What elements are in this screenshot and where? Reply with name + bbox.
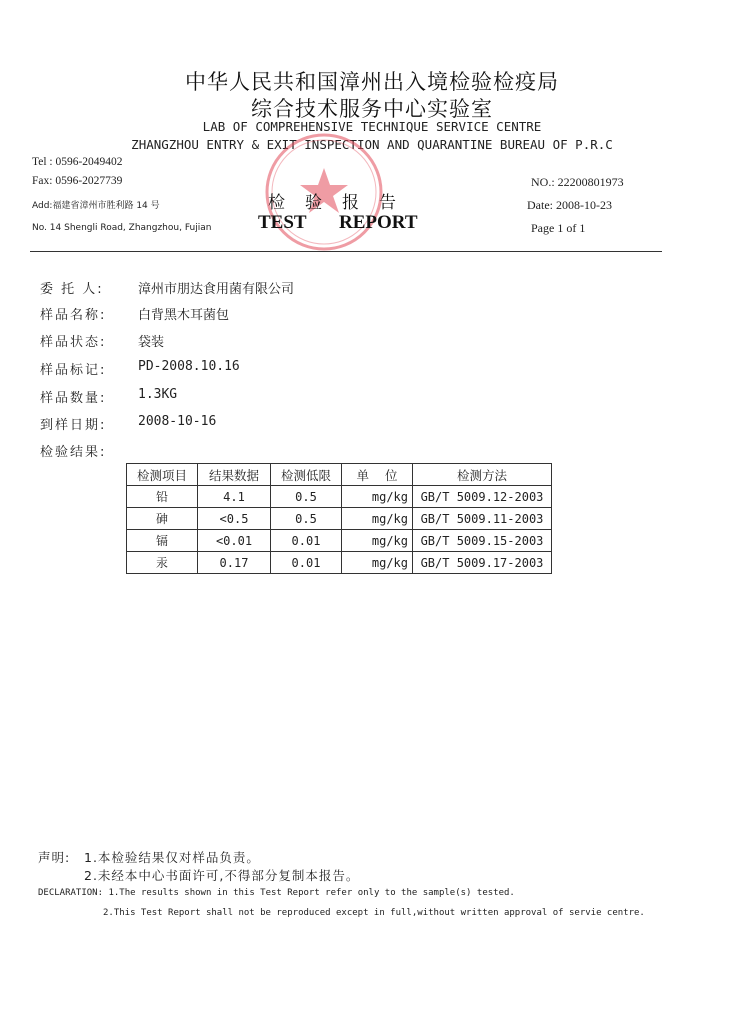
- org-title-cn: 中华人民共和国漳州出入境检验检疫局: [185, 70, 559, 94]
- report-number: NO.: 22200801973: [531, 175, 624, 189]
- declaration-cn-2: 2.未经本中心书面许可,不得部分复制本报告。: [84, 868, 360, 883]
- cell-item: 镉: [127, 530, 198, 552]
- cell-method: GB/T 5009.15-2003: [413, 530, 552, 552]
- tel-text: Tel : 0596-2049402: [32, 156, 123, 168]
- field-value-sample-qty: 1.3KG: [138, 387, 178, 402]
- field-value-sample-mark: PD-2008.10.16: [138, 359, 240, 374]
- cell-result: <0.01: [198, 530, 271, 552]
- field-label-sample-qty: 样品数量:: [40, 391, 107, 406]
- table-row: [127, 508, 552, 530]
- cell-method: GB/T 5009.17-2003: [413, 552, 552, 574]
- cell-limit: 0.01: [271, 530, 342, 552]
- cell-unit: mg/kg: [342, 552, 413, 574]
- field-value-arrival-date: 2008-10-16: [138, 414, 217, 429]
- report-title-cn: 检验报告: [268, 193, 416, 213]
- org-title-en-2: ZHANGZHOU ENTRY & EXIT INSPECTION AND QUARANTINE BUREAU OF P.R.C: [131, 137, 613, 152]
- table-header-row: [127, 464, 552, 486]
- table-row: [127, 486, 552, 508]
- col-header-method: 检测方法: [413, 464, 552, 486]
- page-indicator: Page 1 of 1: [531, 221, 586, 235]
- results-label: 检验结果:: [40, 445, 107, 460]
- col-header-limit: 检测低限: [271, 464, 342, 486]
- declaration-cn-1: 1.本检验结果仅对样品负责。: [84, 850, 260, 865]
- cell-result: 0.17: [198, 552, 271, 574]
- cell-item: 砷: [127, 508, 198, 530]
- field-label-sample-name: 样品名称:: [40, 308, 107, 323]
- field-value-sample-name: 白背黑木耳菌包: [138, 308, 230, 323]
- declaration-en-1: DECLARATION: 1.The results shown in this Test Report refer only to the sample(s) tested.: [38, 888, 515, 898]
- cell-method: GB/T 5009.11-2003: [413, 508, 552, 530]
- cell-method: GB/T 5009.12-2003: [413, 486, 552, 508]
- report-date: Date: 2008-10-23: [527, 198, 612, 212]
- cell-result: 4.1: [198, 486, 271, 508]
- declaration-label-cn: 声明:: [38, 850, 71, 865]
- field-value-sample-state: 袋装: [138, 335, 165, 350]
- field-label-client: 委 托 人:: [40, 282, 104, 297]
- address-en: No. 14 Shengli Road, Zhangzhou, Fujian: [32, 223, 212, 233]
- field-value-client: 漳州市朋达食用菌有限公司: [138, 282, 295, 297]
- col-header-result: 结果数据: [198, 464, 271, 486]
- report-title-en: TEST REPORT: [258, 212, 418, 233]
- org-title-en-1: LAB OF COMPREHENSIVE TECHNIQUE SERVICE CENTRE: [202, 119, 542, 134]
- cell-item: 铅: [127, 486, 198, 508]
- cell-limit: 0.5: [271, 508, 342, 530]
- cell-limit: 0.01: [271, 552, 342, 574]
- cell-limit: 0.5: [271, 486, 342, 508]
- table-row: [127, 530, 552, 552]
- cell-result: <0.5: [198, 508, 271, 530]
- field-label-arrival-date: 到样日期:: [40, 418, 107, 433]
- cell-unit: mg/kg: [342, 530, 413, 552]
- cell-unit: mg/kg: [342, 508, 413, 530]
- cell-unit: mg/kg: [342, 486, 413, 508]
- results-table: [126, 463, 552, 574]
- lab-title-cn: 综合技术服务中心实验室: [251, 97, 493, 121]
- col-header-item: 检测项目: [127, 464, 198, 486]
- cell-item: 汞: [127, 552, 198, 574]
- field-label-sample-state: 样品状态:: [40, 335, 107, 350]
- address-cn: Add:福建省漳州市胜利路 14 号: [32, 201, 160, 211]
- field-label-sample-mark: 样品标记:: [40, 363, 107, 378]
- col-header-unit: 单 位: [342, 464, 413, 486]
- table-row: [127, 552, 552, 574]
- fax-text: Fax: 0596-2027739: [32, 175, 123, 187]
- header-divider: [30, 251, 662, 252]
- declaration-en-2: 2.This Test Report shall not be reproduced except in full,without written approval of servie centre.: [103, 908, 645, 918]
